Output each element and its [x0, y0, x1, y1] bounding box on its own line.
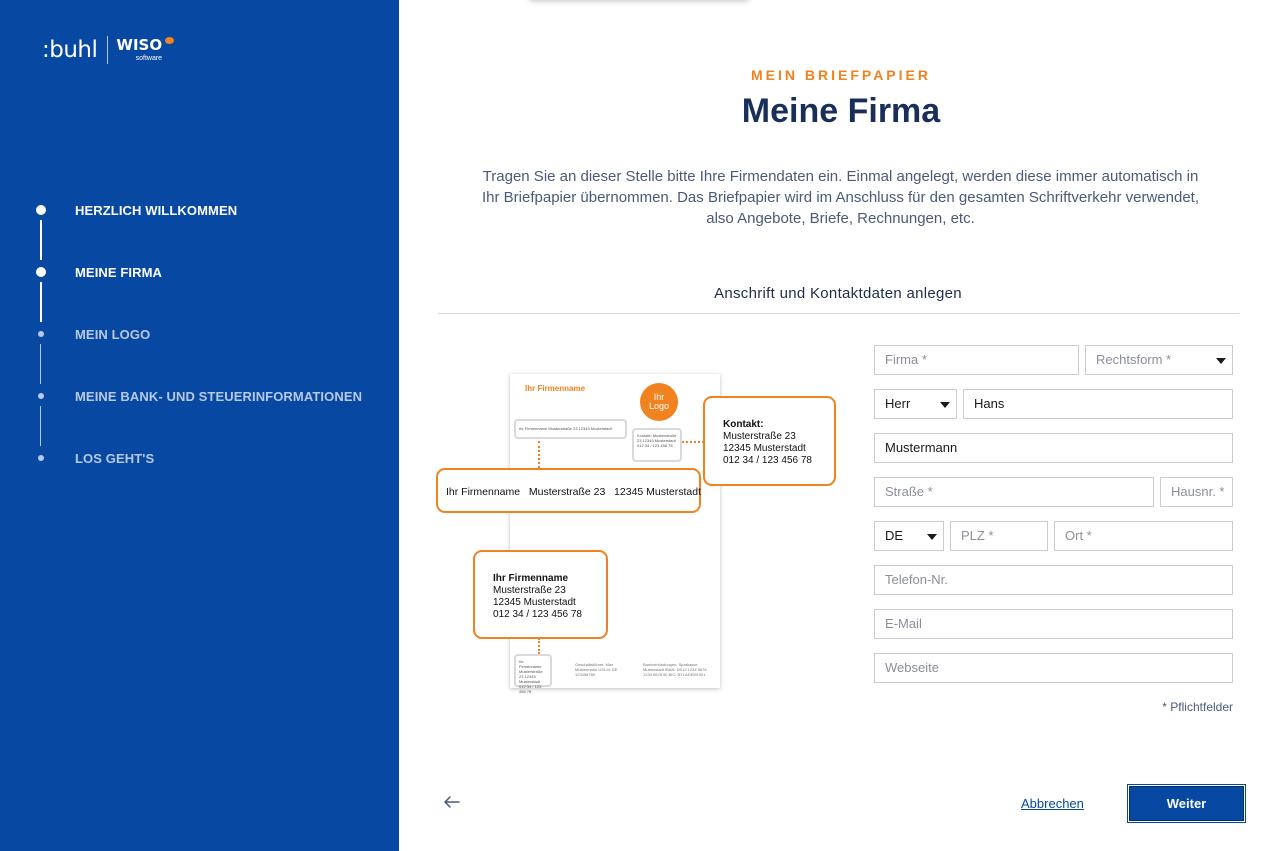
wiso-logo-subtext: software	[135, 55, 163, 62]
connector-dots	[538, 441, 540, 468]
sidebar	[0, 0, 399, 851]
step-indicator	[38, 331, 44, 337]
cancel-link[interactable]: Abbrechen	[1021, 796, 1084, 811]
step-indicator-current	[36, 267, 46, 277]
callout-contact-title: Kontakt:	[723, 419, 764, 430]
preview-logo-line1: Ihr	[653, 392, 665, 402]
section-eyebrow: MEIN BRIEFPAPIER	[751, 67, 931, 83]
rechtsform-select[interactable]	[1085, 345, 1233, 375]
vorname-input[interactable]: Hans	[963, 389, 1233, 419]
step-indicator	[38, 455, 44, 461]
next-button[interactable]: Weiter	[1129, 786, 1244, 821]
callout-footer-name: Ihr Firmenname	[493, 573, 569, 584]
logo-separator	[107, 36, 108, 64]
step-meine-firma[interactable]: MEINE FIRMA	[75, 265, 163, 280]
letterhead-preview	[510, 374, 720, 694]
connector-dots	[682, 441, 704, 443]
preview-sender-line: Ihr Firmenname Musterstraße 23 12345 Musterstadt	[514, 419, 627, 439]
preview-footer-col2: Geschäftsführer: Max Mustermann USt-Id: DE 123456789	[575, 662, 618, 677]
step-connector	[40, 406, 41, 446]
preview-footer-col3: Bankverbindungen: Sparkasse Musterstadt IBAN: DE12 1234 5678 1234 5678 90 BIC: BYLADEM1001	[643, 662, 707, 677]
callout-contact-city: 12345 Musterstadt	[723, 443, 806, 454]
telefon-input[interactable]: Telefon-Nr.	[874, 565, 1233, 595]
callout-footer-street: Musterstraße 23	[493, 585, 566, 596]
intro-text: Tragen Sie an dieser Stelle bitte Ihre Firmendaten ein. Einmal angelegt, werden diese immer automatisch in Ihr Briefpapier übernommen. Das Briefpapier wird im Anschluss für den gesamten Schriftverkehr verwendet, also Angebote, Briefe, Rechnungen, etc.	[482, 168, 1199, 227]
callout-sender-line: Ihr Firmenname Musterstraße 23 12345 Musterstadt	[436, 468, 701, 513]
anrede-value: Herr	[885, 396, 911, 411]
land-value: DE	[885, 528, 904, 543]
plz-input[interactable]: PLZ *	[950, 521, 1048, 551]
step-mein-logo[interactable]: MEIN LOGO	[75, 327, 151, 342]
preview-logo	[640, 383, 678, 421]
page-title: Meine Firma	[741, 92, 941, 130]
strasse-input[interactable]: Straße *	[874, 477, 1154, 507]
back-arrow-icon[interactable]	[442, 792, 462, 812]
callout-footer-phone: 012 34 / 123 456 78	[493, 609, 582, 620]
chevron-down-icon	[940, 402, 950, 408]
callout-contact-street: Musterstraße 23	[723, 431, 796, 442]
hausnr-input[interactable]: Hausnr. *	[1160, 477, 1233, 507]
step-connector	[40, 220, 42, 260]
email-input[interactable]: E-Mail	[874, 609, 1233, 639]
wiso-logo	[116, 38, 176, 62]
land-select[interactable]	[874, 521, 944, 551]
preview-footer-box: Ihr Firmenname Musterstraße 23 12345 Musterstadt 012 34 / 123 456 78	[514, 654, 552, 687]
callout-footer	[473, 550, 608, 639]
required-note: * Pflichtfelder	[1162, 700, 1233, 714]
main-content	[399, 0, 1277, 851]
webseite-input[interactable]: Webseite	[874, 653, 1233, 683]
ort-input[interactable]: Ort *	[1054, 521, 1233, 551]
chevron-down-icon	[927, 534, 937, 540]
buhl-logo: :buhl	[42, 36, 98, 63]
wiso-logo-text: WISO	[116, 36, 163, 54]
callout-footer-city: 12345 Musterstadt	[493, 597, 576, 608]
step-indicator	[38, 393, 44, 399]
connector-dots	[538, 638, 540, 654]
callout-contact	[703, 396, 836, 486]
nachname-input[interactable]: Mustermann	[874, 433, 1233, 463]
step-indicator-done	[36, 205, 46, 215]
step-connector	[40, 282, 42, 322]
step-herzlich-willkommen[interactable]: HERZLICH WILLKOMMEN	[75, 203, 238, 218]
preview-contact-block: Kontakt: Musterstraße 23 12345 Musterstadt 012 34 / 123 456 78	[632, 428, 682, 462]
callout-contact-phone: 012 34 / 123 456 78	[723, 455, 812, 466]
wiso-logo-mark	[165, 37, 174, 44]
step-connector	[40, 344, 41, 384]
preview-logo-line2: Logo	[648, 401, 670, 411]
chevron-down-icon	[1216, 358, 1226, 364]
section-title: Anschrift und Kontaktdaten anlegen	[714, 285, 962, 302]
step-los-gehts[interactable]: LOS GEHT'S	[75, 451, 155, 466]
rechtsform-placeholder: Rechtsform *	[1096, 352, 1172, 367]
brand-logo	[42, 36, 176, 64]
preview-firm-name: Ihr Firmenname	[525, 384, 586, 393]
divider	[438, 313, 1239, 314]
firma-input[interactable]: Firma *	[874, 345, 1079, 375]
anrede-select[interactable]	[874, 389, 957, 419]
step-bank-steuer[interactable]: MEINE BANK- UND STEUERINFORMATIONEN	[75, 389, 363, 404]
